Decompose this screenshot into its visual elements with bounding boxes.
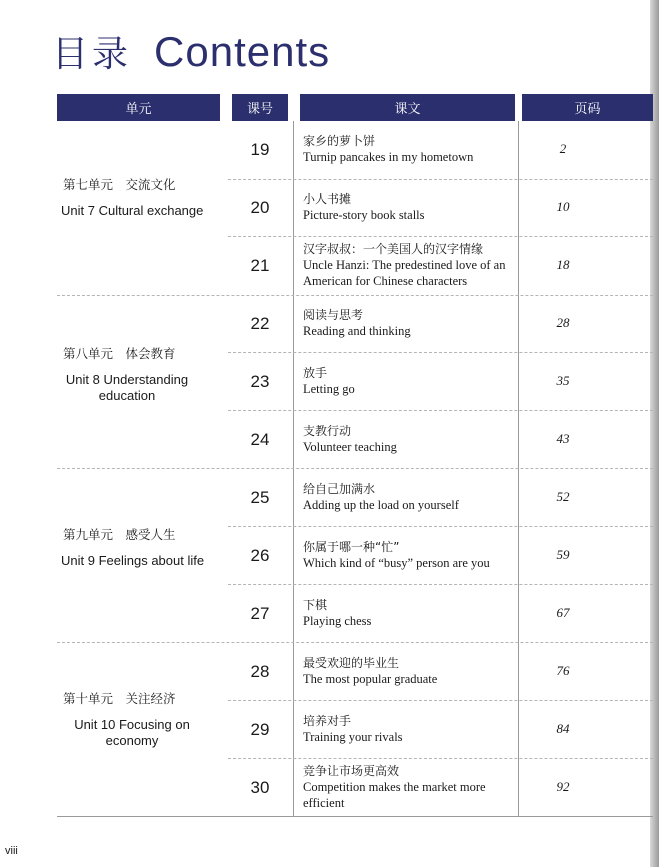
unit-title-zh: 第十单元 关注经济: [63, 691, 176, 706]
unit-title-en: Unit 8 Understanding education: [65, 372, 189, 403]
unit-cell-7: [57, 176, 220, 219]
lesson-number: 20: [250, 198, 270, 217]
lesson-number: 26: [250, 546, 270, 565]
lesson-title-en: The most popular graduate: [303, 672, 438, 686]
unit-cell-8: [57, 345, 220, 404]
unit-divider: [57, 468, 653, 469]
unit-title-en: Unit 9 Feelings about life: [61, 553, 205, 568]
unit-cell-10: [57, 690, 220, 749]
lesson-number: 29: [250, 720, 270, 739]
lesson-title-zh: 最受欢迎的毕业生: [303, 656, 400, 670]
lesson-title-en: Picture-story book stalls: [303, 208, 425, 222]
lesson-link[interactable]: [303, 655, 517, 687]
lesson-number: 24: [250, 430, 270, 449]
unit-title-en: Unit 7 Cultural exchange: [61, 203, 204, 218]
lesson-title-en: Uncle Hanzi: The predestined love of an American for Chinese characters: [303, 258, 506, 288]
page-title: [52, 26, 330, 78]
lesson-link[interactable]: [303, 763, 517, 811]
lesson-title-en: Competition makes the market more efficient: [303, 780, 486, 810]
page-number: 43: [556, 431, 570, 446]
lesson-number: 23: [250, 372, 270, 391]
lesson-title-en: Which kind of “busy” person are you: [303, 556, 490, 570]
lesson-link[interactable]: [303, 597, 517, 629]
unit-title-en: Unit 10 Focusing on economy: [74, 717, 190, 748]
unit-cell-9: [57, 526, 220, 569]
lesson-link[interactable]: [303, 307, 517, 339]
row-divider: [228, 352, 653, 353]
lesson-number: 21: [250, 256, 270, 275]
lesson-title-en: Reading and thinking: [303, 324, 411, 338]
lesson-number: 27: [250, 604, 270, 623]
row-divider: [228, 236, 653, 237]
lesson-link[interactable]: [303, 713, 517, 745]
page-number: 92: [556, 779, 570, 794]
lesson-title-zh: 支教行动: [303, 424, 352, 438]
lesson-title-zh: 阅读与思考: [303, 308, 364, 322]
row-divider: [228, 584, 653, 585]
unit-divider: [57, 642, 653, 643]
lesson-title-zh: 下棋: [303, 598, 328, 612]
lesson-number: 22: [250, 314, 270, 333]
title-chinese: 目录: [52, 34, 133, 75]
lesson-title-en: Training your rivals: [303, 730, 403, 744]
lesson-title-zh: 竞争让市场更高效: [303, 764, 400, 778]
lesson-link[interactable]: [303, 365, 517, 397]
column-header-lesson-number: 课号: [232, 94, 288, 121]
page-number: 28: [556, 315, 570, 330]
row-divider: [228, 410, 653, 411]
lesson-title-zh: 汉字叔叔：一个美国人的汉字情缘: [303, 242, 484, 256]
page-number: 2: [559, 141, 567, 156]
lesson-link[interactable]: [303, 481, 517, 513]
lesson-title-en: Adding up the load on yourself: [303, 498, 459, 512]
title-english: Contents: [154, 28, 331, 75]
lesson-number: 19: [250, 140, 270, 159]
unit-title-zh: 第七单元 交流文化: [63, 177, 176, 192]
lesson-title-zh: 小人书摊: [303, 192, 352, 206]
lesson-title-en: Volunteer teaching: [303, 440, 397, 454]
folio-page-number: viii: [5, 845, 18, 857]
page-number: 67: [556, 605, 570, 620]
page-number: 35: [556, 373, 570, 388]
page-number: 52: [556, 489, 570, 504]
lesson-link[interactable]: [303, 241, 517, 289]
row-divider: [228, 179, 653, 180]
page-number: 10: [556, 199, 570, 214]
unit-title-zh: 第九单元 感受人生: [63, 527, 176, 542]
lesson-title-zh: 放手: [303, 366, 328, 380]
lesson-number: 25: [250, 488, 270, 507]
page-number: 59: [556, 547, 570, 562]
lesson-title-en: Turnip pancakes in my hometown: [303, 150, 474, 164]
lesson-link[interactable]: [303, 539, 517, 571]
lesson-title-zh: 你属于哪一种“忙”: [303, 540, 400, 554]
lesson-link[interactable]: [303, 423, 517, 455]
lesson-link[interactable]: [303, 133, 517, 165]
page-number: 76: [556, 663, 570, 678]
row-divider: [228, 700, 653, 701]
lesson-title-en: Letting go: [303, 382, 355, 396]
lesson-number: 30: [250, 778, 270, 797]
table-bottom-rule: [57, 816, 653, 817]
lesson-number: 28: [250, 662, 270, 681]
lesson-title-zh: 培养对手: [303, 714, 352, 728]
lesson-title-zh: 给自己加满水: [303, 482, 376, 496]
lesson-title-en: Playing chess: [303, 614, 372, 628]
page-number: 84: [556, 721, 570, 736]
unit-divider: [57, 295, 653, 296]
page-edge-shadow: [650, 0, 659, 867]
column-header-lesson-text: 课文: [300, 94, 515, 121]
unit-title-zh: 第八单元 体会教育: [63, 346, 176, 361]
lesson-link[interactable]: [303, 191, 517, 223]
lesson-title-zh: 家乡的萝卜饼: [303, 134, 376, 148]
page-number: 18: [556, 257, 570, 272]
column-header-page: 页码: [522, 94, 653, 121]
row-divider: [228, 758, 653, 759]
column-header-unit: 单元: [57, 94, 220, 121]
row-divider: [228, 526, 653, 527]
